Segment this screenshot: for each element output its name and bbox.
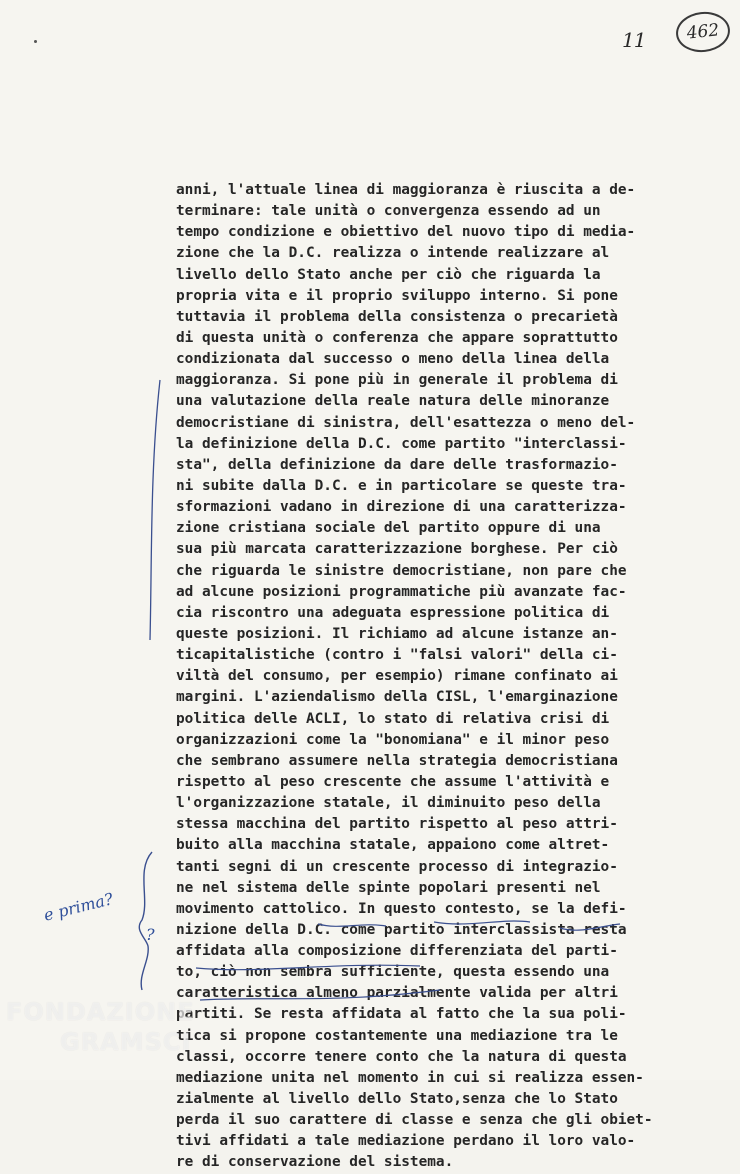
text-line: ni subite dalla D.C. e in particolare se queste tra- <box>176 477 627 494</box>
text-line: che riguarda le sinistre democristiane, non pare che <box>176 562 627 579</box>
text-line: affidata alla composizione differenziata del parti- <box>176 943 618 960</box>
margin-bracket-upper <box>150 380 160 640</box>
underline-stroke-2 <box>434 921 530 924</box>
text-line: zione cristiana sociale del partito oppure di una <box>176 520 601 537</box>
underline-stroke-1 <box>318 924 386 926</box>
text-line: margini. L'aziendalismo della CISL, l'emarginazione <box>176 689 618 706</box>
text-line: sformazioni vadano in direzione di una caratterizza- <box>176 499 627 516</box>
question-mark-note: ? <box>146 925 155 944</box>
text-line: caratteristica almeno parzialmente valida per altri <box>176 985 618 1002</box>
page-number: 11 <box>622 28 646 52</box>
text-line: buito alla macchina statale, appaiono come altret- <box>176 837 610 854</box>
text-line: partiti. Se resta affidata al fatto che la sua poli- <box>176 1006 627 1023</box>
underline-stroke-4 <box>196 965 420 970</box>
text-line: stessa macchina del partito rispetto al peso attri- <box>176 816 618 833</box>
text-line: organizzazioni come la "bonomiana" e il minor peso <box>176 731 610 748</box>
text-line: viltà del consumo, per esempio) rimane confinato ai <box>176 668 618 685</box>
text-line: movimento cattolico. In questo contesto, se la defi- <box>176 900 627 917</box>
text-line: cia riscontro una adeguata espressione politica di <box>176 604 610 621</box>
handwritten-margin-note: e prima? <box>41 889 116 925</box>
text-line: queste posizioni. Il richiamo ad alcune istanze an- <box>176 625 618 642</box>
text-line: la definizione della D.C. come partito "interclassi- <box>176 435 627 452</box>
text-line: sua più marcata caratterizzazione borghese. Per ciò <box>176 541 618 558</box>
foundation-watermark <box>6 998 195 1056</box>
text-line: sta", della definizione da dare delle trasformazio- <box>176 456 618 473</box>
text-line: tempo condizione e obiettivo del nuovo tipo di media- <box>176 224 636 241</box>
text-line: politica delle ACLI, lo stato di relativa crisi di <box>176 710 610 727</box>
text-line: tanti segni di un crescente processo di integrazio- <box>176 858 618 875</box>
text-line: condizionata dal successo o meno della linea della <box>176 351 610 368</box>
underline-stroke-3 <box>560 924 620 930</box>
margin-brace-lower <box>139 852 152 990</box>
text-line: maggioranza. Si pone più in generale il problema di <box>176 372 618 389</box>
text-line: che sembrano assumere nella strategia democristiana <box>176 752 618 769</box>
underline-stroke-5 <box>200 990 440 1000</box>
archive-number-stamp: 462 <box>674 9 732 54</box>
text-line: nizione della D.C. come partito interclassista resta <box>176 921 627 938</box>
text-line: mediazione unita nel momento in cui si realizza essen- <box>176 1069 644 1086</box>
text-line: classi, occorre tenere conto che la natura di questa <box>176 1048 627 1065</box>
text-line: terminare: tale unità o convergenza essendo ad un <box>176 203 601 220</box>
text-line: propria vita e il proprio sviluppo interno. Si pone <box>176 287 618 304</box>
text-line: l'organizzazione statale, il diminuito peso della <box>176 795 601 812</box>
text-line: tivi affidati a tale mediazione perdano il loro valo- <box>176 1133 636 1150</box>
text-line: zialmente al livello dello Stato,senza che lo Stato <box>176 1091 618 1108</box>
text-line: re di conservazione del sistema. <box>176 1154 454 1171</box>
text-line: zione che la D.C. realizza o intende realizzare al <box>176 245 610 262</box>
watermark-line-2: GRAMSCI <box>60 1028 192 1056</box>
watermark-line-1: FONDAZIONE <box>6 998 195 1026</box>
text-line: di questa unità o conferenza che appare soprattutto <box>176 329 618 346</box>
text-line: ne nel sistema delle spinte popolari presenti nel <box>176 879 601 896</box>
text-line: anni, l'attuale linea di maggioranza è riuscita a de- <box>176 182 636 198</box>
text-line: rispetto al peso crescente che assume l'attività e <box>176 773 610 790</box>
text-line: tica si propone costantemente una mediazione tra le <box>176 1027 618 1044</box>
text-line: ad alcune posizioni programmatiche più avanzate fac- <box>176 583 627 600</box>
text-line: perda il suo carattere di classe e senza che gli obiet- <box>176 1112 653 1129</box>
text-line: tuttavia il problema della consistenza o precarietà <box>176 308 618 325</box>
text-line: democristiane di sinistra, dell'esattezza o meno del- <box>176 414 636 431</box>
text-line: ticapitalistiche (contro i "falsi valori" della ci- <box>176 647 618 664</box>
text-line: livello dello Stato anche per ciò che riguarda la <box>176 266 601 283</box>
text-line: to, ciò non sembra sufficiente, questa essendo una <box>176 964 610 981</box>
text-line: una valutazione della reale natura delle minoranze <box>176 393 610 410</box>
